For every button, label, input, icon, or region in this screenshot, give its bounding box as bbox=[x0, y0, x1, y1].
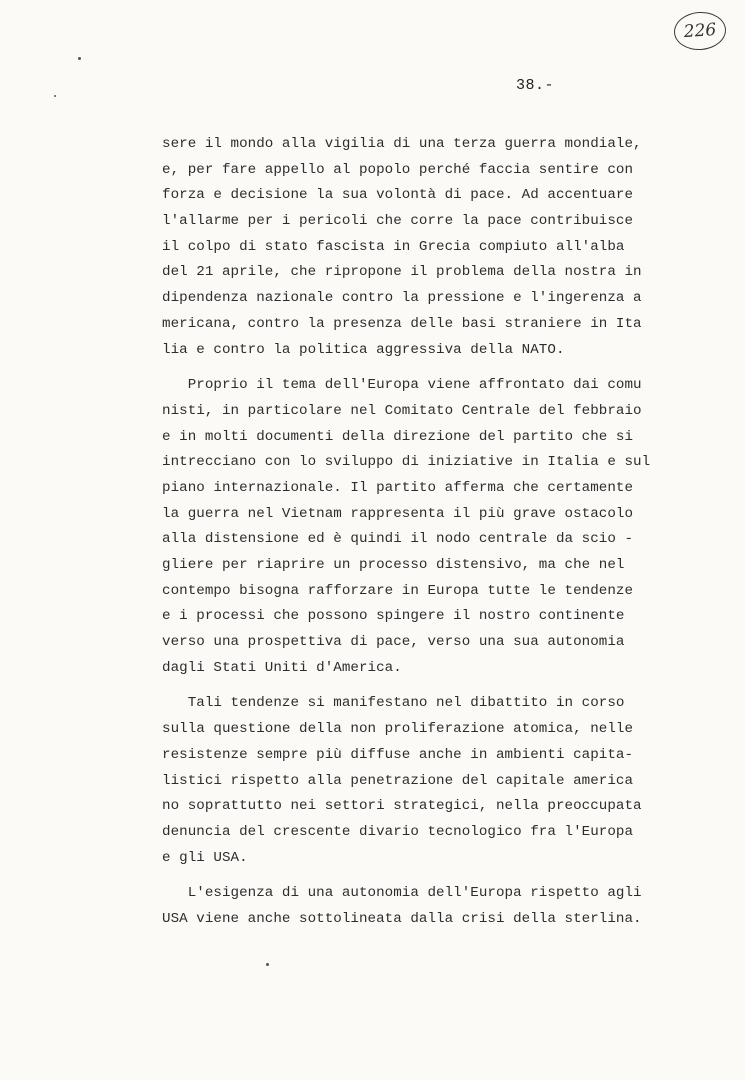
text-line: nisti, in particolare nel Comitato Centrale del febbraio bbox=[162, 402, 642, 419]
text-line: Proprio il tema dell'Europa viene affrontato dai comu bbox=[162, 377, 642, 394]
text-line: sulla questione della non proliferazione atomica, nelle bbox=[162, 721, 634, 738]
text-line: dagli Stati Uniti d'America. bbox=[162, 659, 402, 676]
page-number: 38.- bbox=[516, 77, 555, 94]
scan-speck bbox=[266, 963, 269, 966]
archive-number-stamp bbox=[673, 10, 728, 52]
archive-number: 226 bbox=[683, 19, 717, 43]
text-line: mericana, contro la presenza delle basi straniere in Ita bbox=[162, 315, 642, 332]
paragraph-4 bbox=[162, 881, 682, 932]
text-line: dipendenza nazionale contro la pressione e l'ingerenza a bbox=[162, 290, 642, 307]
body-text bbox=[162, 132, 682, 943]
text-line: listici rispetto alla penetrazione del capitale america bbox=[162, 772, 634, 789]
text-line: piano internazionale. Il partito afferma che certamente bbox=[162, 479, 634, 496]
text-line: verso una prospettiva di pace, verso una sua autonomia bbox=[162, 634, 625, 651]
text-line: gliere per riaprire un processo distensivo, ma che nel bbox=[162, 557, 625, 573]
text-line: lia e contro la politica aggressiva della NATO. bbox=[162, 341, 565, 358]
text-line: e gli USA. bbox=[162, 849, 248, 866]
text-line: USA viene anche sottolineata dalla crisi della sterlina. bbox=[162, 910, 642, 927]
text-line: del 21 aprile, che ripropone il problema della nostra in bbox=[162, 264, 642, 281]
scan-speck bbox=[78, 57, 81, 60]
text-line: l'allarme per i pericoli che corre la pace contribuisce bbox=[162, 213, 634, 230]
paragraph-1 bbox=[162, 132, 682, 363]
text-line: resistenze sempre più diffuse anche in ambienti capita- bbox=[162, 746, 634, 763]
text-line: denuncia del crescente divario tecnologico fra l'Europa bbox=[162, 823, 634, 840]
text-line: e i processi che possono spingere il nostro continente bbox=[162, 608, 625, 625]
paragraph-2 bbox=[162, 373, 682, 681]
text-line: intrecciano con lo sviluppo di iniziative in Italia e sul bbox=[162, 454, 651, 471]
text-line: no soprattutto nei settori strategici, nella preoccupata bbox=[162, 798, 642, 815]
text-line: contempo bisogna rafforzare in Europa tutte le tendenze bbox=[162, 582, 634, 599]
text-line: la guerra nel Vietnam rappresenta il più grave ostacolo bbox=[162, 505, 634, 522]
scan-speck bbox=[54, 95, 56, 97]
text-line: il colpo di stato fascista in Grecia compiuto all'alba bbox=[162, 238, 625, 255]
text-line: L'esigenza di una autonomia dell'Europa rispetto agli bbox=[162, 885, 642, 902]
text-line: forza e decisione la sua volontà di pace. Ad accentuare bbox=[162, 187, 634, 204]
text-line: sere il mondo alla vigilia di una terza guerra mondiale, bbox=[162, 136, 642, 152]
text-line: alla distensione ed è quindi il nodo centrale da scio - bbox=[162, 531, 634, 548]
text-line: e in molti documenti della direzione del partito che si bbox=[162, 428, 634, 445]
text-line: e, per fare appello al popolo perché faccia sentire con bbox=[162, 161, 634, 178]
text-line: Tali tendenze si manifestano nel dibattito in corso bbox=[162, 695, 625, 712]
paragraph-3 bbox=[162, 691, 682, 871]
